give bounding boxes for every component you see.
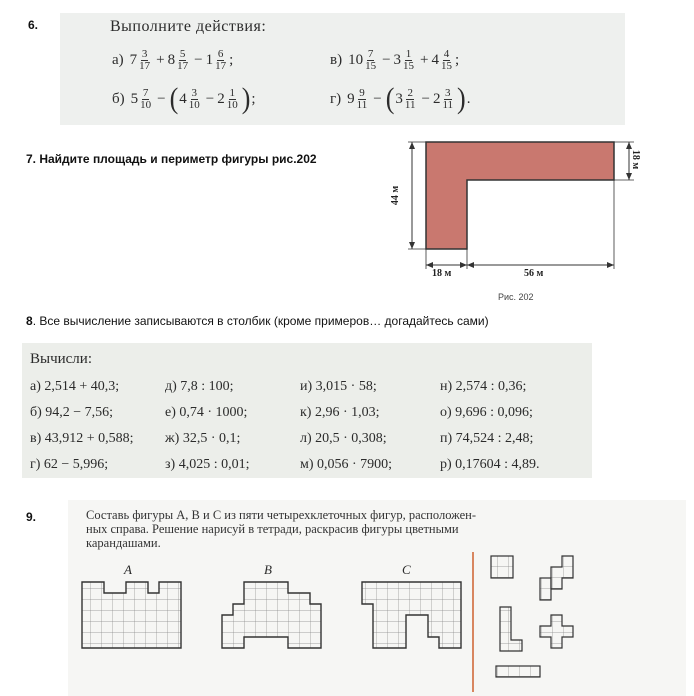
figure-202 [390,134,656,310]
calc-item: б) 94,2 − 7,56; [30,405,114,420]
calc-item: и) 3,015 · 58; [300,379,377,394]
task-6-panel [60,13,625,125]
calc-item: д) 7,8 : 100; [165,379,234,394]
calc-item: р) 0,17604 : 4,89. [440,457,540,472]
l-shape [426,142,614,249]
piece-square [491,556,513,578]
task-6-title: Выполните действия: [110,18,267,35]
figure-c [362,582,461,648]
task-9-figures [68,500,686,696]
task-6-expr-g: г) 9 $\frac{9}{11}$ − ( 3 $\frac{2}{11}$ − 2 $\frac{3}{11}$ ) . [330,81,471,116]
figure-b-label: B [264,562,272,577]
figure-a [82,582,181,648]
dim-bottom-right-label: 56 м [524,268,544,279]
task-8-title: Вычисли: [30,351,92,367]
calc-item: в) 43,912 + 0,588; [30,431,134,446]
task-9-text-line-1: Составь фигуры А, В и С из пяти четырехклеточных фигур, расположен- [86,508,477,522]
task-9-number: 9. [26,510,37,524]
piece-s [540,556,573,600]
task-8-panel [22,343,592,478]
calc-item: н) 2,574 : 0,36; [440,379,527,394]
task-6-number: 6. [28,18,39,32]
task-6-expr-b: б) 5 $\frac{7}{10}$ − ( 4 $\frac{3}{10}$ − 2 $\frac{1}{10}$ ) ; [112,81,256,116]
dim-bottom-left-label: 18 м [432,268,452,279]
task-9-text-line-2: ных справа. Решение нарисуй в тетради, раскрасив фигуры цветными [86,522,459,536]
calc-item: з) 4,025 : 0,01; [165,457,250,472]
calc-item: г) 62 − 5,996; [30,457,109,472]
task-9-panel [68,500,686,696]
task-6-expr-a: а) 7 $\frac{3}{17}$ + 8 $\frac{5}{17}$ − 1 $\frac{6}{17}$ ; [112,48,234,72]
piece-i [496,666,540,677]
figure-b [222,582,321,648]
piece-t [540,615,573,648]
figure-c-label: C [402,562,411,577]
piece-l [500,607,522,651]
l-shape-diagram [398,134,656,310]
calc-item: а) 2,514 + 40,3; [30,379,120,394]
calc-item: м) 0,056 · 7900; [300,457,393,472]
dim-top-right-label: 18 м [630,149,642,170]
calc-item: к) 2,96 · 1,03; [300,405,380,420]
task-6-expr-v: в) 10 $\frac{7}{15}$ − 3 $\frac{1}{15}$ + 4 $\frac{4}{15}$ ; [330,48,460,72]
calc-item: л) 20,5 · 0,308; [300,431,387,446]
calc-item: о) 9,696 : 0,096; [440,405,533,420]
figure-caption: Рис. 202 [498,292,534,302]
figure-a-label: A [124,562,132,577]
task-9-text-line-3: карандашами. [86,536,161,550]
task-8-heading: 8. Все вычисление записываются в столбик (кроме примеров… догадайтесь сами) [26,314,489,328]
calc-item: е) 0,74 · 1000; [165,405,248,420]
calc-item: п) 74,524 : 2,48; [440,431,534,446]
task-7-heading: 7. Найдите площадь и периметр фигуры рис.202 [26,152,317,166]
calc-item: ж) 32,5 · 0,1; [165,431,241,446]
dim-height-label: 44 м [390,185,402,206]
